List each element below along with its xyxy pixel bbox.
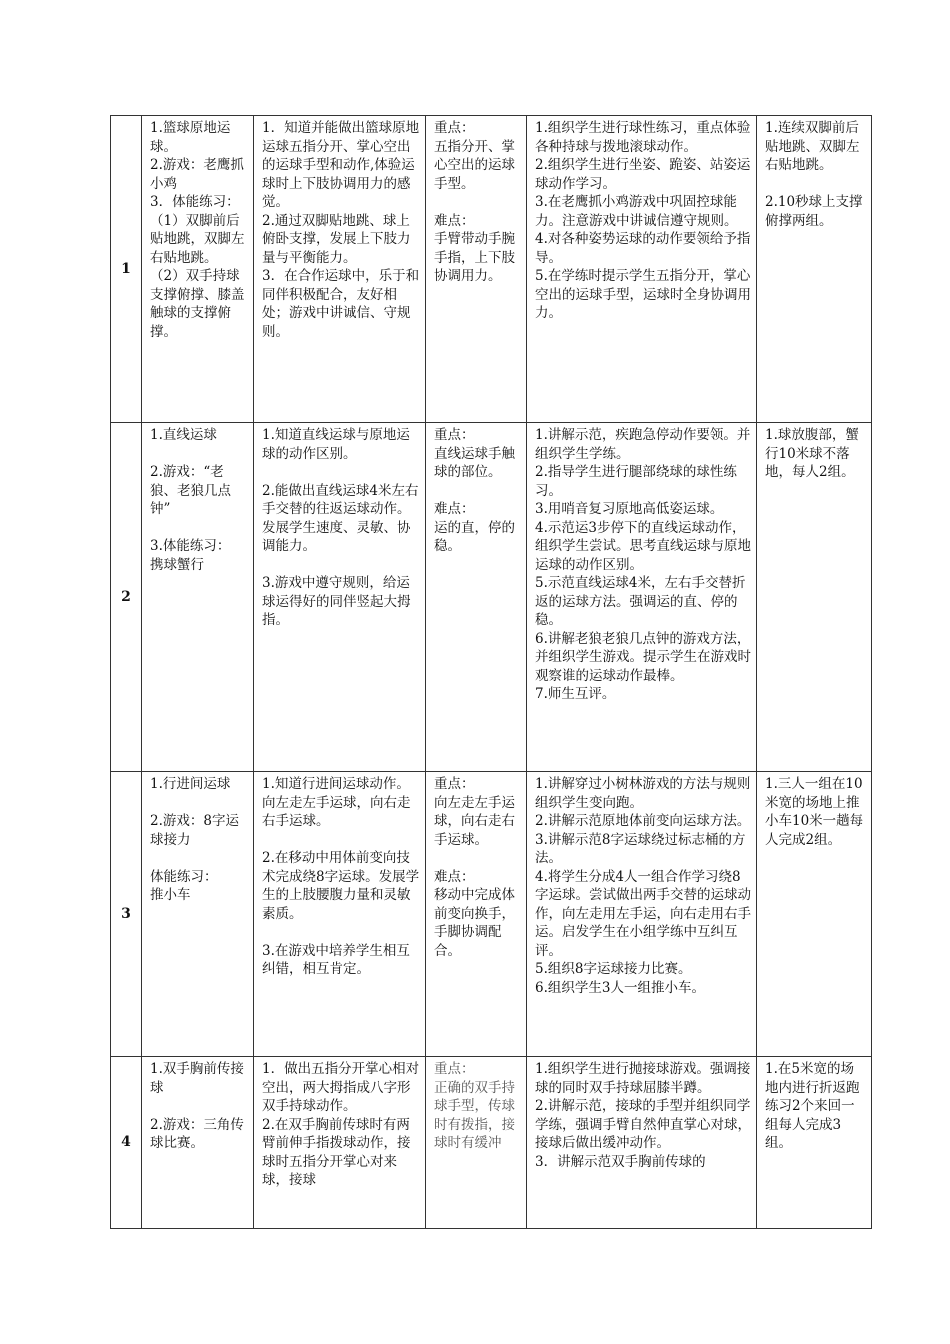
table-row [111, 116, 872, 423]
focus-text: 重点： 向左走左手运球，向右走右手运球。 难点： 移动中完成体前变向换手，手脚协调配合。 [434, 776, 515, 959]
focus-cell [426, 116, 527, 423]
methods-text: 1.讲解示范，疾跑急停动作要领。并组织学生学练。 2.指导学生进行腿部绕球的球性练习。 3.用哨音复习原地高低姿运球。 4.示范运3步停下的直线运球动作，组织学生尝试。思考直线运球与原地运球的动作区别。 5.示范直线运球4米，左右手交替折返的运球方法。强调运的直、停的稳。 6.讲解老狼老狼几点钟的游戏方法，并组织学生游戏。提示学生在游戏时观察谁的运球动作最棒。 7.师生互评。 [535, 427, 751, 702]
lesson-plan-table [110, 115, 872, 1229]
lesson-number: 1 [111, 116, 142, 423]
table-row [111, 1057, 872, 1229]
focus-text: 重点： 正确的双手持球手型，传球时有拨指，接球时有缓冲 [434, 1061, 515, 1151]
practice-text: 1.三人一组在10米宽的场地上推小车10米一趟每人完成2组。 [765, 776, 864, 848]
content-text: 1.双手胸前传接球 2.游戏：三角传球比赛。 [150, 1061, 244, 1151]
content-cell [142, 116, 254, 423]
practice-cell [757, 423, 872, 772]
focus-text: 重点： 五指分开、掌心空出的运球手型。 难点： 手臂带动手腕手指，上下肢协调用力。 [434, 120, 515, 284]
methods-cell [527, 772, 757, 1057]
methods-cell [527, 116, 757, 423]
focus-cell [426, 1057, 527, 1229]
practice-text: 1.球放腹部，蟹行10米球不落地，每人2组。 [765, 427, 859, 480]
objectives-text: 1.知道行进间运球动作。向左走左手运球，向右走右手运球。 2.在移动中用体前变向技术完成绕8字运球。发展学生的上肢腰腹力量和灵敏素质。 3.在游戏中培养学生相互纠错，相互肯定。 [262, 776, 420, 977]
lesson-number: 3 [111, 772, 142, 1057]
focus-cell [426, 423, 527, 772]
focus-text: 重点： 直线运球手触球的部位。 难点： 运的直，停的稳。 [434, 427, 515, 554]
content-text: 1.篮球原地运球。 2.游戏：老鹰抓小鸡 3．体能练习： （1）双脚前后贴地跳，双脚左右贴地跳。 （2）双手持球支撑俯撑、膝盖触球的支撑俯撑。 [150, 120, 245, 340]
objectives-cell [254, 423, 426, 772]
objectives-text: 1．知道并能做出篮球原地运球五指分开、掌心空出的运球手型和动作,体验运球时上下肢协调用力的感觉。 2.通过双脚贴地跳、球上俯卧支撑，发展上下肢力量与平衡能力。 3．在合作运球中，乐于和同伴积极配合，友好相处；游戏中讲诚信、守规则。 [262, 120, 420, 340]
content-cell [142, 772, 254, 1057]
lesson-number: 2 [111, 423, 142, 772]
lesson-number: 4 [111, 1057, 142, 1229]
methods-text: 1.讲解穿过小树林游戏的方法与规则组织学生变向跑。 2.讲解示范原地体前变向运球方法。 3.讲解示范8字运球绕过标志桶的方法。 4.将学生分成4人一组合作学习绕8字运球。尝试做出两手交替的运球动作，向左走用左手运，向右走用右手运。启发学生在小组学练中互纠互评。 5.组织8字运球接力比赛。 6.组织学生3人一组推小车。 [535, 776, 751, 996]
practice-text: 1.在5米宽的场地内进行折返跑练习2个来回一组每人完成3组。 [765, 1061, 860, 1151]
methods-text: 1.组织学生进行球性练习，重点体验各种持球与拨地滚球动作。 2.组织学生进行坐姿、跪姿、站姿运球动作学习。 3.在老鹰抓小鸡游戏中巩固控球能力。注意游戏中讲诚信遵守规则。 4.对各种姿势运球的动作要领给予指导。 5.在学练时提示学生五指分开，掌心空出的运球手型，运球时全身协调用力。 [535, 120, 751, 321]
methods-text: 1.组织学生进行抛接球游戏。强调接球的同时双手持球屈膝半蹲。 2.讲解示范，接球的手型并组织同学学练，强调手臂自然伸直掌心对球，接球后做出缓冲动作。 3．讲解示范双手胸前传球的 [535, 1061, 751, 1170]
practice-cell [757, 772, 872, 1057]
practice-cell [757, 116, 872, 423]
content-text: 1.行进间运球 2.游戏：8字运球接力 体能练习： 推小车 [150, 776, 239, 903]
methods-cell [527, 1057, 757, 1229]
objectives-text: 1.知道直线运球与原地运球的动作区别。 2.能做出直线运球4米左右手交替的往返运球动作。发展学生速度、灵敏、协调能力。 3.游戏中遵守规则，给运球运得好的同伴竖起大拇指。 [262, 427, 419, 628]
content-cell [142, 1057, 254, 1229]
objectives-text: 1．做出五指分开掌心相对空出，两大拇指成八字形双手持球动作。 2.在双手胸前传球时有两臂前伸手指拨球动作，接球时五指分开掌心对来球，接球 [262, 1061, 420, 1188]
table-row [111, 772, 872, 1057]
objectives-cell [254, 116, 426, 423]
table-row [111, 423, 872, 772]
content-cell [142, 423, 254, 772]
objectives-cell [254, 1057, 426, 1229]
content-text: 1.直线运球 2.游戏：“老狼、老狼几点钟” 3.体能练习： 携球蟹行 [150, 427, 231, 573]
objectives-cell [254, 772, 426, 1057]
methods-cell [527, 423, 757, 772]
practice-text: 1.连续双脚前后贴地跳、双脚左右贴地跳。 2.10秒球上支撑俯撑两组。 [765, 120, 863, 229]
practice-cell [757, 1057, 872, 1229]
focus-cell [426, 772, 527, 1057]
